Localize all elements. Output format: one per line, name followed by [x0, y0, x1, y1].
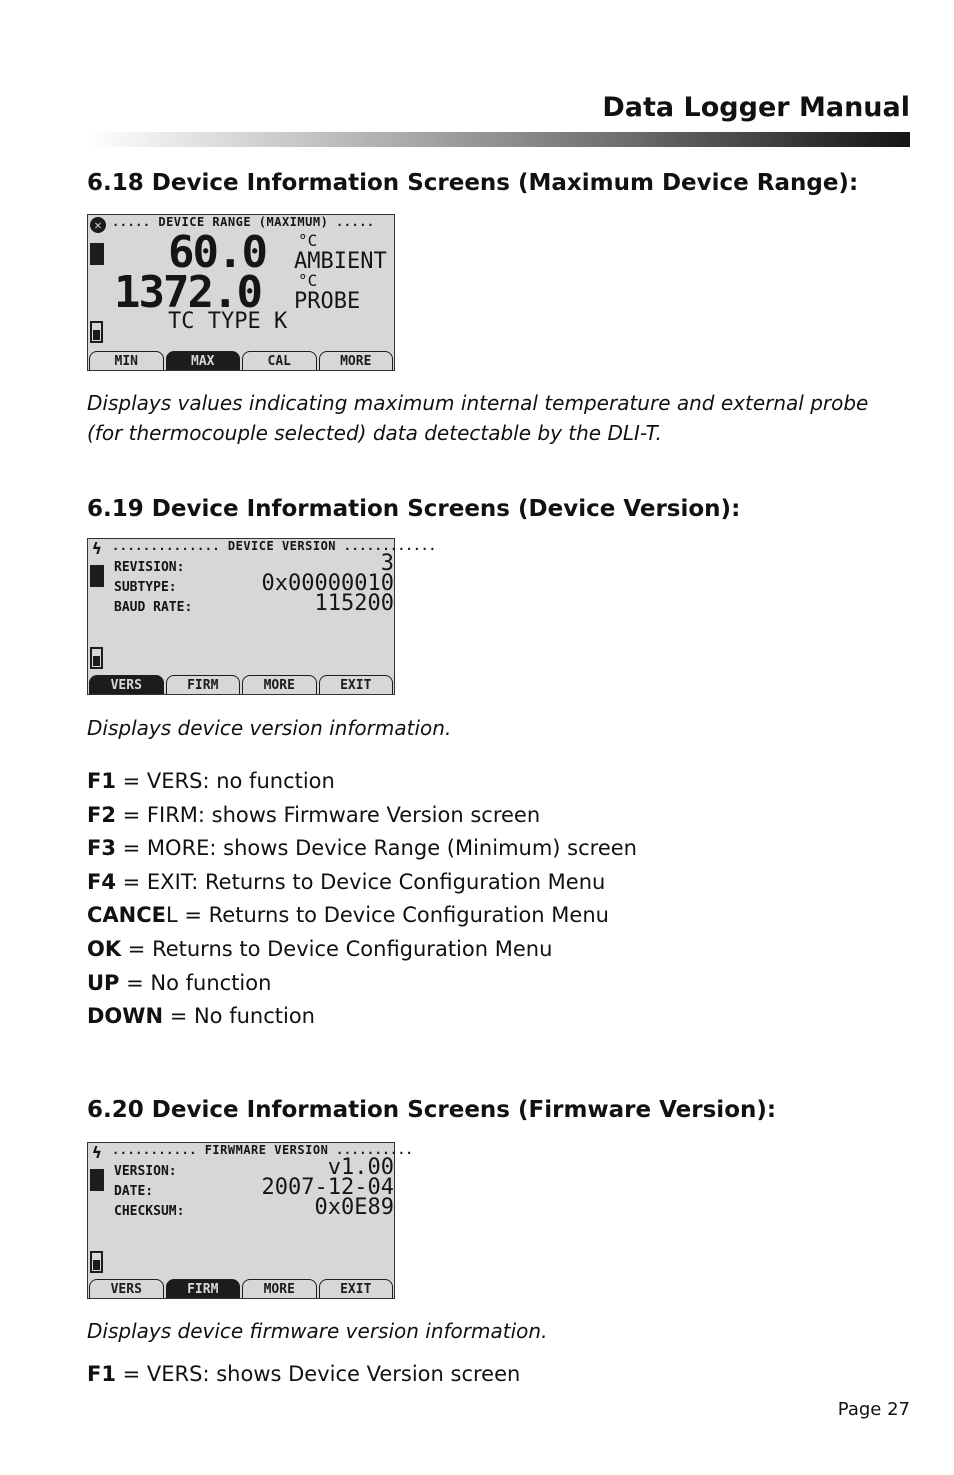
caption-6-18: Displays values indicating maximum internal temperature and external probe (for thermocouple selected) data detectable by the DLI-T. [87, 391, 869, 445]
probe-label: PROBE [294, 289, 361, 314]
battery-icon [90, 1251, 103, 1273]
ambient-value: 60.0 [168, 227, 266, 278]
battery-icon [90, 321, 103, 343]
row-value-checksum: 0x0E89 [314, 1195, 394, 1220]
memory-icon [90, 1169, 104, 1191]
lcd-title: .............. DEVICE VERSION ............ [112, 539, 437, 553]
key-row: UP = No function [87, 970, 272, 995]
row-value-revision: 3 [380, 551, 394, 576]
ambient-unit: °C [298, 231, 318, 250]
lcd-screen-device-version [87, 538, 437, 695]
lcd-tab-bar [88, 1279, 394, 1298]
tab-more[interactable]: MORE [319, 351, 394, 370]
page-header-title: Data Logger Manual [602, 92, 910, 123]
tab-max[interactable]: MAX [166, 351, 241, 370]
key-row: F1 = VERS: shows Device Version screen [87, 1362, 521, 1386]
row-value-baud-rate: 115200 [314, 591, 394, 616]
tab-more[interactable]: MORE [242, 1279, 317, 1298]
lcd-title: ..... DEVICE RANGE (MAXIMUM) ..... [112, 215, 375, 229]
close-icon: ✕ [90, 217, 106, 233]
tab-firm[interactable]: FIRM [166, 675, 241, 694]
row-label-date: DATE: [114, 1184, 154, 1199]
key-row: CANCEL = Returns to Device Configuration Menu [87, 903, 609, 928]
page-number: Page 27 [837, 1399, 910, 1420]
plug-icon: ϟ [92, 539, 102, 558]
lcd-tab-bar [88, 351, 394, 370]
probe-value: 1372.0 [114, 267, 261, 318]
key-row: OK = Returns to Device Configuration Menu [87, 936, 553, 961]
section-heading-6-19: 6.19 Device Information Screens (Device Version): [87, 496, 741, 522]
memory-icon [90, 565, 104, 587]
key-row: F2 = FIRM: shows Firmware Version screen [87, 802, 541, 827]
tab-firm[interactable]: FIRM [166, 1279, 241, 1298]
key-row: F4 = EXIT: Returns to Device Configuration Menu [87, 869, 606, 894]
header-gradient-rule [88, 132, 910, 147]
key-row: F1 = VERS: no function [87, 769, 335, 793]
lcd-title: ........... FIRWMARE VERSION .......... [112, 1143, 414, 1157]
section-heading-6-20: 6.20 Device Information Screens (Firmware Version): [87, 1097, 777, 1123]
lcd-screen-device-range-max [87, 214, 395, 371]
tc-type-label: TC TYPE K [168, 309, 288, 334]
memory-icon [90, 243, 104, 265]
key-list-6-19 [87, 765, 637, 1034]
row-label-revision: REVISION: [114, 560, 185, 575]
tab-exit[interactable]: EXIT [319, 675, 394, 694]
tab-cal[interactable]: CAL [242, 351, 317, 370]
caption-6-19: Displays device version information. [87, 716, 452, 740]
ambient-label: AMBIENT [294, 249, 387, 274]
plug-icon: ϟ [92, 1143, 102, 1162]
key-row: F3 = MORE: shows Device Range (Minimum) screen [87, 836, 637, 861]
tab-exit[interactable]: EXIT [319, 1279, 394, 1298]
row-label-checksum: CHECKSUM: [114, 1204, 185, 1219]
tab-min[interactable]: MIN [89, 351, 164, 370]
row-label-subtype: SUBTYPE: [114, 580, 177, 595]
section-heading-6-18: 6.18 Device Information Screens (Maximum Device Range): [87, 170, 859, 196]
key-list-6-20 [87, 1358, 520, 1392]
row-label-baud-rate: BAUD RATE: [114, 600, 193, 615]
battery-icon [90, 647, 103, 669]
tab-vers[interactable]: VERS [89, 675, 164, 694]
tab-vers[interactable]: VERS [89, 1279, 164, 1298]
row-value-version: v1.00 [327, 1155, 394, 1180]
probe-unit: °C [298, 271, 318, 290]
lcd-screen-firmware-version [87, 1142, 414, 1299]
row-value-subtype: 0x00000010 [261, 571, 394, 596]
row-value-date: 2007-12-04 [261, 1175, 394, 1200]
tab-more[interactable]: MORE [242, 675, 317, 694]
key-row: DOWN = No function [87, 1004, 315, 1029]
row-label-version: VERSION: [114, 1164, 177, 1179]
caption-6-20: Displays device firmware version information. [87, 1319, 548, 1343]
lcd-tab-bar [88, 675, 394, 694]
